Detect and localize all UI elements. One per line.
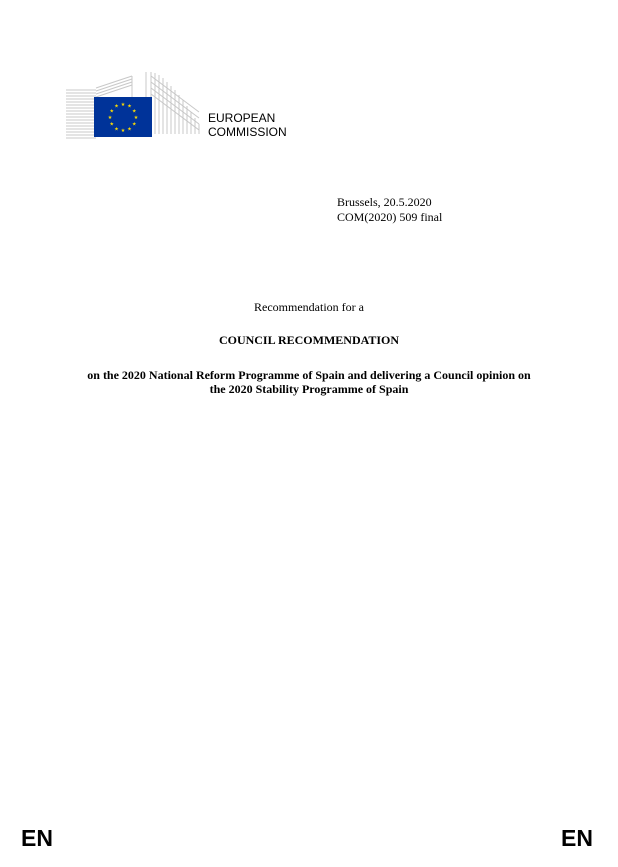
language-code-right: EN [561, 825, 593, 851]
european-commission-logo-icon [66, 70, 206, 140]
svg-text:★: ★ [127, 126, 132, 133]
svg-text:★: ★ [109, 121, 115, 128]
document-subject [40, 368, 578, 396]
svg-text:★: ★ [131, 108, 137, 115]
svg-text:★: ★ [109, 108, 115, 115]
organization-name-line1: EUROPEAN [208, 111, 276, 125]
svg-text:★: ★ [114, 126, 119, 133]
document-title: COUNCIL RECOMMENDATION [218, 333, 400, 347]
svg-text:★: ★ [127, 103, 132, 110]
place-date: Brussels, 20.5.2020 [337, 195, 432, 209]
subject-line-2: the 2020 Stability Programme of Spain [209, 382, 409, 396]
language-code-left: EN [21, 825, 53, 851]
svg-text:★: ★ [120, 128, 126, 134]
svg-text:★: ★ [107, 115, 113, 121]
svg-text:★: ★ [131, 121, 137, 128]
svg-text:★: ★ [114, 103, 119, 110]
svg-text:★: ★ [133, 115, 139, 121]
document-number: COM(2020) 509 final [337, 210, 443, 224]
document-reference [337, 195, 442, 225]
subject-line-1: on the 2020 National Reform Programme of Spain and delivering a Council opinion on [87, 368, 531, 382]
organization-name [208, 111, 287, 139]
title-pre: Recommendation for a [254, 300, 364, 314]
organization-name-line2: COMMISSION [208, 125, 287, 139]
svg-text:★: ★ [120, 102, 126, 108]
